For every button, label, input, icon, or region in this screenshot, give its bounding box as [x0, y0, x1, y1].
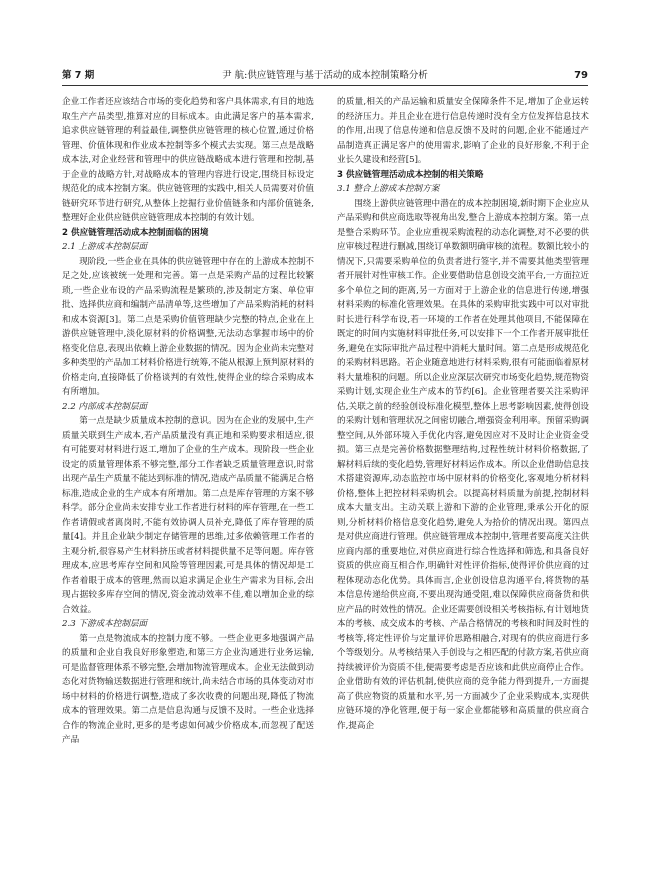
paragraph: 第一点是缺少质量成本控制的意识。因为在企业的发展中,生产质量关联到生产成本,若产品质量没有真正地和采购要求相适应,很有可能要对材料进行返工,增加了企业的生产成本。现阶段一些企业设定的质量管理体系不够完整,部分工作者缺乏质量管理意识,时常出现产品生产质量不能达到标准的情况,造成产品质量不能满足合格标准,造成企业的生产成本有所增加。第二点是库存管理的方案不够科学。部分企业尚未安排专业工作者进行材料的库存管理,在一些工作者请假或者离岗时,不能有效协调人员补充,降低了库存管理的质量[4]。并且企业缺少制定存储管理的思维,过多依赖管理工作者的主观分析,很容易产生材料挤压或者材料提供量不足等问题。库存管理成本,应思考库存空间和风险等管理因素,可是具体的情况却是工作者着眼于成本的管理,然而以追求满足企业生产需求为目标,会出现占据较多库存空间的情况,资金流动效率不佳,难以增加企业的综合效益。 — [62, 416, 314, 615]
running-header — [62, 68, 588, 84]
page-number: 79 — [574, 70, 588, 81]
paragraph: 的质量,相关的产品运输和质量安全保障条件不足,增加了企业运转的经济压力。并且企业在进行信息传递时没有全方位发挥信息技术的作用,出现了信息传递和信息反馈不及时的问题,企业不能通过产品制造真正满足客户的使用需求,影响了企业的良好形象,不利于企业长久建设和经营[5]。 — [337, 97, 589, 165]
subsection-heading: 2.2 内部成本控制层面 — [62, 401, 148, 412]
left-column — [62, 95, 314, 748]
header-rule — [62, 85, 588, 86]
section-heading: 2 供应链管理活动成本控制面临的困境 — [62, 227, 209, 238]
subsection-heading: 2.3 下游成本控制层面 — [62, 619, 148, 629]
article-running-title: 尹 航:供应链管理与基于活动的成本控制策略分析 — [222, 70, 428, 81]
section-heading: 3 供应链管理活动成本控制的相关策略 — [337, 169, 484, 180]
paragraph: 企业工作者还应该结合市场的变化趋势和客户具体需求,有目的地选取生产产品类型,推算对应的目标成本。由此满足客户的基本需求,追求供应链管理的利益最佳,调整供应链管理的核心位置,通过价格管理、价值体现和作业成本控制等多个模式去实现。第三点是战略成本法,对企业经营和管理中的供应链战略成本进行管理和控制,基于企业的战略方针,对战略成本的管理内容进行设定,围绕目标设定规范化的成本控制方案。供应链管理的实践中,相关人员需要对价值链研究环节进行研究,从整体上挖掘行业价值链条和内部价值链条,整理好企业供应链供应链管理成本控制的有效计划。 — [62, 97, 314, 223]
subsection-heading: 2.1 上游成本控制层面 — [62, 242, 148, 252]
paragraph: 第一点是物流成本的控制力度不够。一些企业更多地强调产品的质量和企业自我良好形象塑造,和第三方企业沟通进行业务运输,可是监督管理体系不够完整,会增加物流管理成本。企业无法做到动态化对货物输送数据进行管理和统计,尚未结合市场的具体变动对市场中材料的价格进行调整,造成了多次收费的问题出现,降低了物流成本的管理效果。第二点是信息沟通与反馈不及时。一些企业选择合作的物流企业时,更多的是考虑如何减少价格成本,而忽视了配送产品 — [62, 633, 314, 745]
paragraph: 现阶段,一些企业在具体的供应链管理中存在的上游成本控制不足之处,应该被统一处理和完善。第一点是采购产品的过程比较繁琐,一些企业布设的产品采购流程是繁琐的,涉及制定方案、单位审批、选择供应商和编制产品清单等,这些增加了产品采购消耗的材料和成本资源[3]。第二点是采购价值管理缺少完整的特点,企业在上游供应链管理中,淡化原材料的价格调整,无法动态掌握市场中的价格变化信息,表现出依赖上游企业数据的情况。因为企业尚未完整对多种类型的产品加工材料价格进行统筹,不能从根源上预判原材料的价格走向,直接降低了价格谈判的有效性,使得企业的综合采购成本有所增加。 — [62, 256, 314, 397]
subsection-heading: 3.1 整合上游成本控制方案 — [337, 184, 440, 194]
paragraph: 围绕上游供应链管理中潜在的成本控制困境,新时期下企业应从产品采购和供应商选取等视角出发,整合上游成本控制方案。第一点是整合采购环节。企业应重视采购流程的动态化调整,对不必要的供应审核过程进行删减,围绕订单数额明确审核的流程。数额比较小的情况下,只需要采购单位的负责者进行签字,并不需要其他类型管理者开展针对性审核工作。企业要借助信息创设交流平台,一方面拉近多个单位之间的距离,另一方面对于上游企业的信息进行传递,增强材料采购的标准化管理效果。在具体的采购审批实践中可以对审批时长进行科学布设,若一环境的工作者在处理其他项目,不能保障在既定的时间内实施材料审批任务,可以安排下一个工作者开展审批任务,避免在实际审批产品过程中消耗大量时间。第二点是形成规范化的采购材料思路。若企业随意地进行材料采购,很有可能面临着原材料大量堆积的问题。所以企业应深层次研究市场变化趋势,规范物资采购计划,实现企业生产成本的节约[6]。企业管理者要关注采购评估,关联之前的经验创设标准化模型,整体上思考影响因素,使得创设的采购计划和管理状况之间密切融合,增强资金利用率。预留采购调整空间,从外部环境入手优化内容,避免因应对不及时让企业资金受损。第三点是完善价格数据整理结构,过程性统计材料价格数据,了解材料后续的变化趋势,管理好材料运作成本。所以企业借助信息技术搭建资源库,动态监控市场中原材料的价格变化,客观地分析材料价格,整体上把控材料采购机会。以提高材料质量为前提,控制材料成本大量支出。主动关联上游和下游的企业管理,秉承公开化的原则,分析材料价格信息变化趋势,避免人为拾价的情况出现。第四点是对供应商进行管理。供应链管理成本控制中,管理者要高度关注供应商内部的重要地位,对供应商进行综合性选择和筛选,和具备良好资质的供应商互相合作,明确针对性评价指标,使得评价供应商的过程体现动态化优势。具体而言,企业创设信息沟通平台,将货物的基本信息传递给供应商,不要出现沟通受阻,难以保障供应商备货和供应产品的时效性的情况。企业还需要创设相关考核指标,有计划地货本的考核、成交成本的考核、产品合格情况的考核和时间及时性的考核等,将定性评价与定量评价思路相融合,对现有的供应商进行多个等级划分。从考核结果入手创设与之相匹配的付款方案,若供应商持续被评价为资质不佳,便需要考虑是否应该和此供应商停止合作。企业借助有效的评估机制,使供应商的竞争能力得到提升,一方面提高了供应物资的质量和水平,另一方面减少了企业采购成本,实现供应链环境的净化管理,便于每一家企业都能够和高质量的供应商合作,提高企 — [337, 198, 589, 731]
right-column — [337, 95, 589, 733]
issue-label: 第 7 期 — [62, 70, 95, 81]
